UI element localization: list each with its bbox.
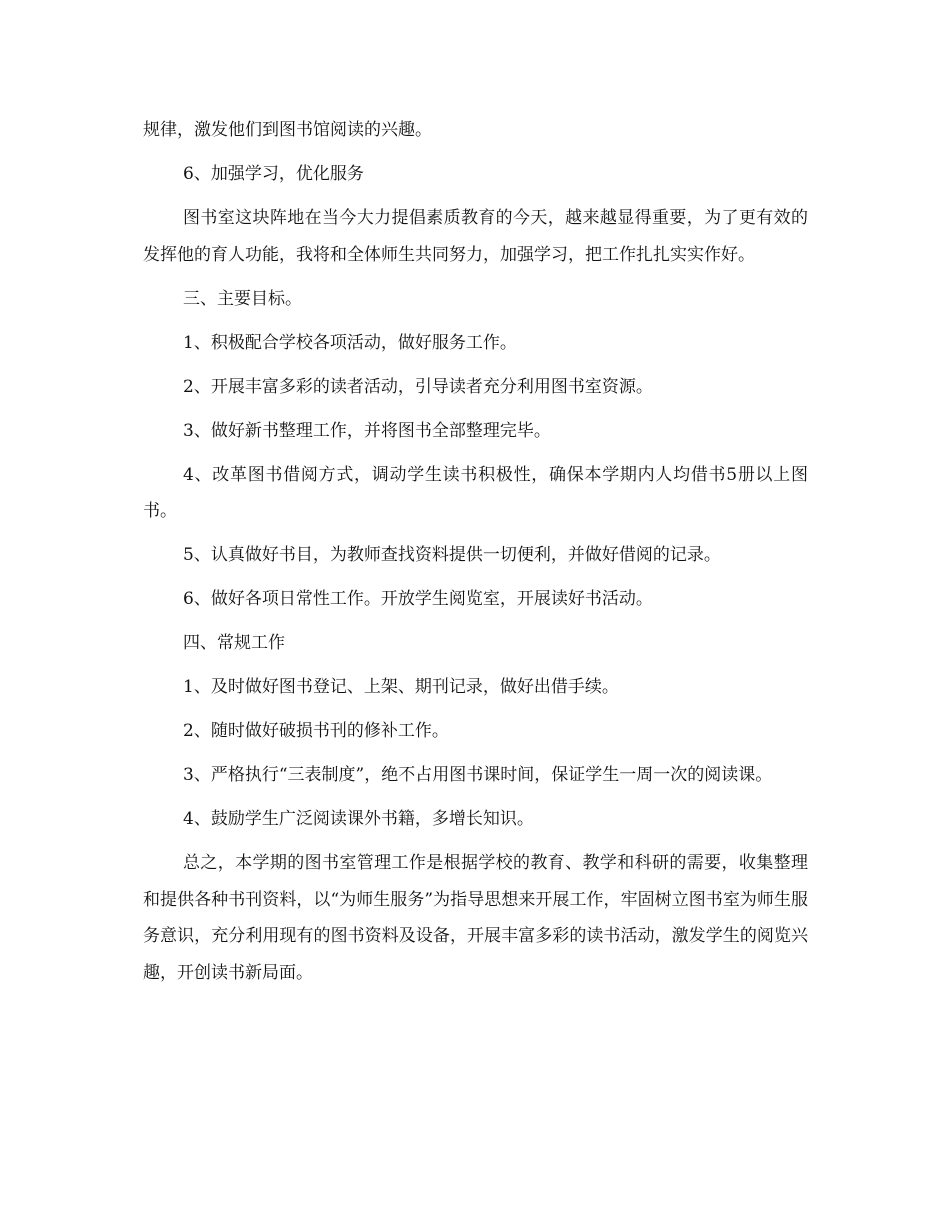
routine-item: 4、鼓励学生广泛阅读课外书籍，多增长知识。	[183, 809, 534, 829]
paragraph: 图书室这块阵地在当今大力提倡素质教育的今天，越来越显得重要，为了更有效的发挥他的育人功能，我将和全体师生共同努力，加强学习，把工作扎扎实实作好。	[143, 208, 808, 265]
goal-item: 1、积极配合学校各项活动，做好服务工作。	[183, 332, 517, 353]
routine-item: 3、严格执行“三表制度”，绝不占用图书课时间，保证学生一周一次的阅读课。	[183, 765, 773, 785]
goal-item: 4、改革图书借阅方式，调动学生读书积极性，确保本学期内人均借书5册以上图书。	[143, 464, 808, 521]
heading-6-study: 6、加强学习，优化服务	[183, 164, 364, 184]
summary-paragraph: 总之，本学期的图书室管理工作是根据学校的教育、教学和科研的需要，收集整理和提供各种书刊资料，以“为师生服务”为指导思想来开展工作，牢固树立图书室为师生服务意识，充分利用现有的图书资料及设备，开展丰富多彩的读书活动，激发学生的阅览兴趣，开创读书新局面。	[143, 853, 808, 983]
section-heading-goals: 三、主要目标。	[183, 288, 302, 309]
paragraph: 规律，激发他们到图书馆阅读的兴趣。	[143, 120, 432, 140]
routine-item: 2、随时做好破损书刊的修补工作。	[183, 721, 449, 741]
goal-item: 5、认真做好书目，为教师查找资料提供一切便利，并做好借阅的记录。	[183, 545, 721, 565]
document-body	[143, 112, 808, 999]
goal-item: 2、开展丰富多彩的读者活动，引导读者充分利用图书室资源。	[183, 376, 653, 397]
goal-item: 3、做好新书整理工作，并将图书全部整理完毕。	[183, 420, 551, 441]
section-heading-routine: 四、常规工作	[183, 633, 285, 653]
goal-item: 6、做好各项日常性工作。开放学生阅览室，开展读好书活动。	[183, 589, 653, 609]
routine-item: 1、及时做好图书登记、上架、期刊记录，做好出借手续。	[183, 677, 619, 697]
